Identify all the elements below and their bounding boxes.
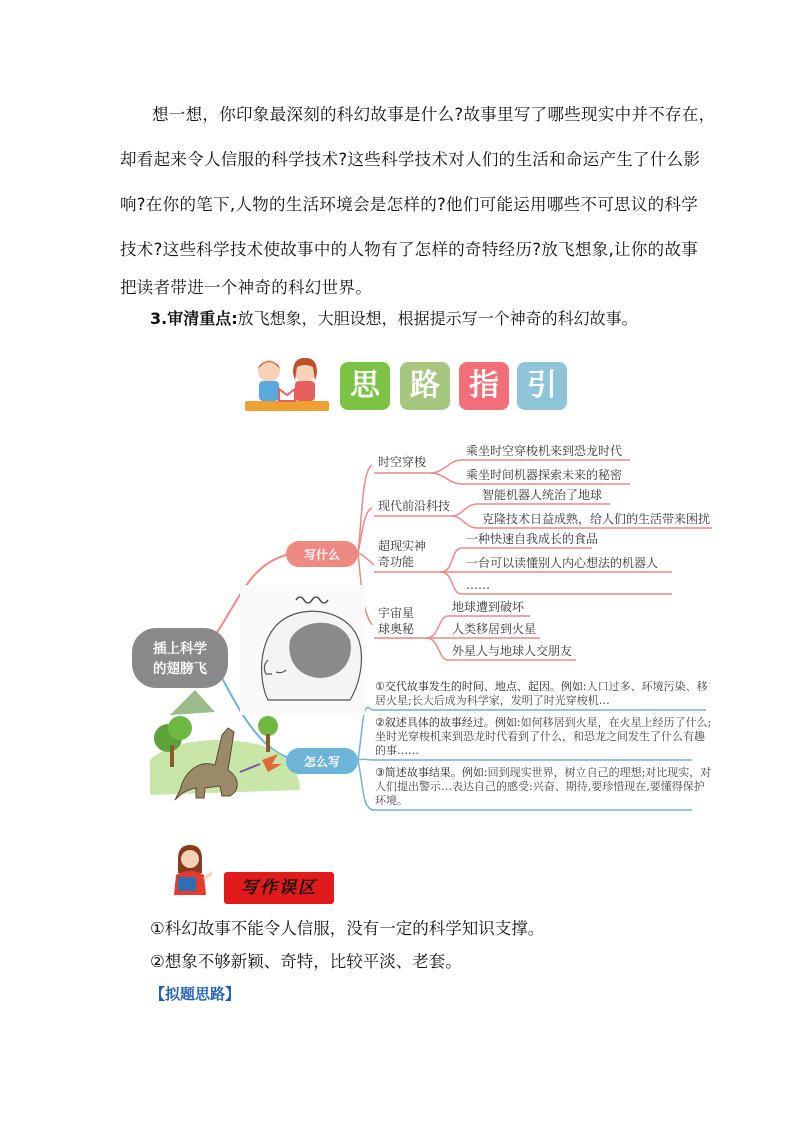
group-label: 宇宙星 xyxy=(378,606,415,620)
how-branch-label: 怎么写 xyxy=(303,755,341,769)
focus-label: 3.审清重点: xyxy=(150,309,238,328)
leaf-item: 地球遭到破坏 xyxy=(452,600,525,614)
pitfall-item: ①科幻故事不能令人信服，没有一定的科学知识支撑。 xyxy=(150,919,545,938)
hint-2 xyxy=(375,716,715,758)
guide-tile: 引 xyxy=(517,362,567,410)
hint-1 xyxy=(375,680,715,708)
center-topic-line: 插上科学 xyxy=(153,641,207,657)
pitfall-item: ②想象不够新颖、奇特，比较平淡、老套。 xyxy=(150,952,462,971)
guide-tile: 路 xyxy=(400,362,450,410)
leaf-item: 智能机器人统治了地球 xyxy=(482,488,603,502)
students-reading-illustration xyxy=(243,355,331,415)
leaf-item: 外星人与地球人交朋友 xyxy=(452,644,573,658)
intro-paragraph xyxy=(120,100,716,318)
hint-lead: ③简述故事结果。例如: xyxy=(375,766,488,779)
intro-line: 想一想，你印象最深刻的科幻故事是什么?故事里写了哪些现实中并不存在， xyxy=(152,105,716,124)
center-topic-line: 的翅膀飞 xyxy=(153,661,207,677)
leaf-item: 一台可以读懂别人内心想法的机器人 xyxy=(466,556,659,570)
focus-text: 放飞想象，大胆设想，根据提示写一个神奇的科幻故事。 xyxy=(237,309,638,328)
leaf-item: …… xyxy=(466,578,490,592)
guide-tile: 指 xyxy=(459,362,509,410)
hint-example: 回到现实世界，树立自己的理想;对比现实，对人们提出警示…表达自己的感受:兴奋、期待,要珍惜现在,要懂得保护环境。 xyxy=(375,766,712,807)
guide-tile: 思 xyxy=(340,362,390,410)
pitfalls-title: 写作误区 xyxy=(224,872,334,904)
hint-3 xyxy=(375,766,715,808)
leaf-item: 一种快速自我成长的食品 xyxy=(466,532,599,546)
intro-line: 响?在你的笔下,人物的生活环境会是怎样的?他们可能运用哪些不可思议的科学 xyxy=(120,195,699,214)
group-label: 时空穿梭 xyxy=(378,455,427,469)
mind-map xyxy=(0,425,794,820)
group-label: 奇功能 xyxy=(378,555,415,569)
leaf-item: 人类移居到火星 xyxy=(452,622,537,636)
pitfall-list xyxy=(150,917,544,983)
teacher-illustration xyxy=(164,843,214,897)
focus-line xyxy=(150,306,638,329)
leaf-item: 克隆技术日益成熟，给人们的生活带来困扰 xyxy=(482,512,711,526)
intro-line: 却看起来令人信服的科学技术?这些科学技术对人们的生活和命运产生了什么影 xyxy=(120,150,701,169)
idea-title: 【拟题思路】 xyxy=(150,985,241,1003)
hint-lead: ①交代故事发生的时间、地点、起因。例如: xyxy=(375,680,587,693)
leaf-item: 乘坐时间机器探索未来的秘密 xyxy=(466,468,623,482)
group-label: 现代前沿科技 xyxy=(378,499,451,513)
group-label: 球奥秘 xyxy=(378,622,415,636)
hint-example: 人口过多、环境污染、移居火星;长大后成为科学家，发明了时光穿梭机… xyxy=(375,680,708,707)
leaf-item: 乘坐时空穿梭机来到恐龙时代 xyxy=(466,444,623,458)
intro-line: 把读者带进一个神奇的科幻世界。 xyxy=(120,278,372,297)
hint-example: 如何移居到火星，在火星上经历了什么;坐时光穿梭机来到恐龙时代看到了什么，和恐龙之间发生了什么有趣的事…… xyxy=(375,716,712,757)
hint-lead: ②叙述具体的故事经过。例如: xyxy=(375,716,521,729)
intro-line: 技术?这些科学技术使故事中的人物有了怎样的奇特经历?放飞想象,让你的故事 xyxy=(120,240,699,259)
thinking-head-illustration xyxy=(240,585,365,715)
what-branch-label: 写什么 xyxy=(303,548,341,562)
group-label: 超现实神 xyxy=(378,539,427,553)
